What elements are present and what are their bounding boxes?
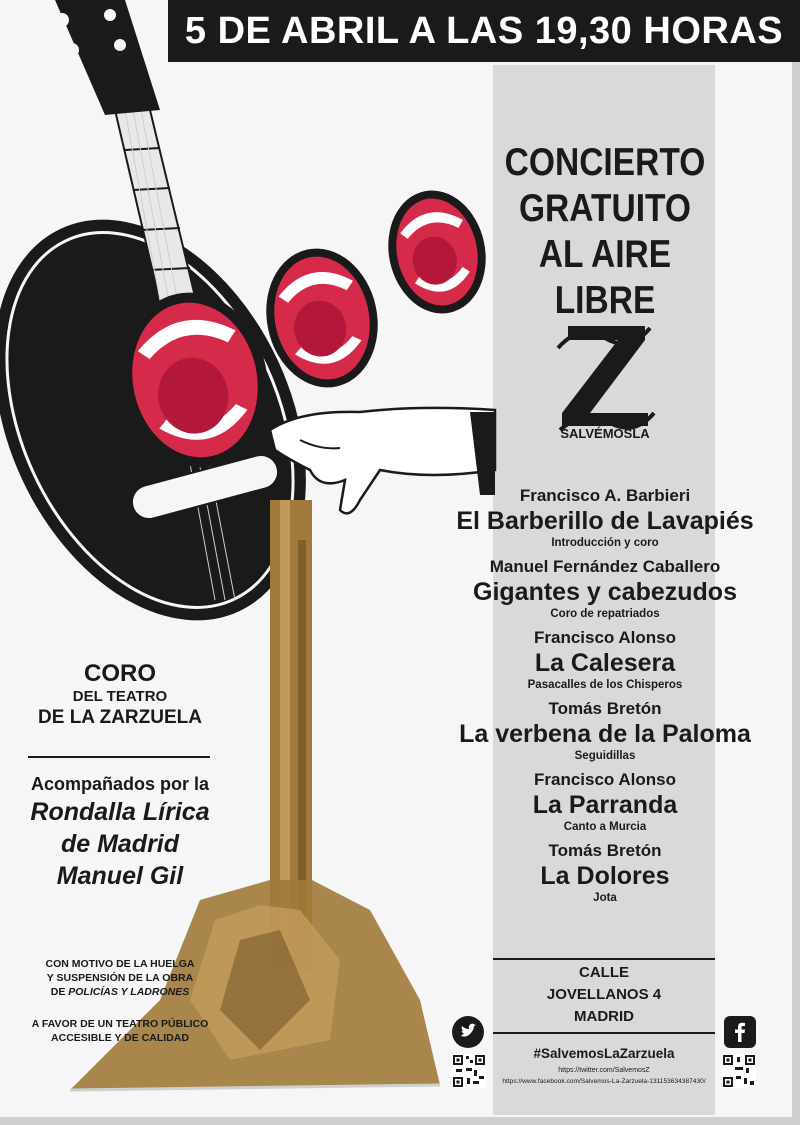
venue-address <box>493 962 715 1028</box>
address-bottom-rule <box>493 1032 715 1034</box>
composer-name: Tomás Bretón <box>548 699 662 718</box>
program-list <box>440 486 770 912</box>
qr-code-icon <box>452 1054 486 1088</box>
work-title: La Calesera <box>534 649 676 677</box>
headline-line-1: CONCIERTO <box>504 141 706 184</box>
note-line-2: Y SUSPENSIÓN DE LA OBRA <box>46 972 194 984</box>
address-line-2: JOVELLANOS 4 <box>546 986 662 1003</box>
work-description: Canto a Murcia <box>563 821 647 833</box>
note-line-3-title: POLICÍAS Y LADRONES <box>68 986 190 998</box>
choir-line-2: DEL TEATRO <box>72 688 168 705</box>
composer-name: Francisco Alonso <box>533 770 676 789</box>
work-title: El Barberillo de Lavapiés <box>456 507 754 535</box>
note-line-1: CON MOTIVO DE LA HUELGA <box>45 958 195 970</box>
facebook-f-icon[interactable] <box>724 1016 756 1048</box>
work-description: Coro de repatriados <box>550 608 660 620</box>
program-item <box>440 841 770 905</box>
note-line-4: A FAVOR DE UN TEATRO PÚBLICO <box>31 1018 209 1030</box>
twitter-bird-icon[interactable] <box>452 1016 484 1048</box>
facebook-link[interactable]: https://www.facebook.com/Salvemos-La-Zarzuela-131153634387430/ <box>502 1078 706 1085</box>
event-notes <box>20 957 220 1045</box>
work-description: Pasacalles de los Chisperos <box>527 679 683 691</box>
qr-code-icon <box>722 1054 756 1088</box>
headline-line-3: AL AIRE LIBRE <box>538 233 672 322</box>
program-item <box>440 486 770 550</box>
work-title: La verbena de la Paloma <box>459 720 751 748</box>
program-item <box>440 557 770 621</box>
concert-headline <box>489 140 721 324</box>
address-top-rule <box>493 958 715 960</box>
composer-name: Francisco A. Barbieri <box>519 486 691 505</box>
salvemosla-logo <box>550 318 660 443</box>
accompaniment-line-3: Manuel Gil <box>56 862 184 890</box>
work-title: Gigantes y cabezudos <box>473 578 737 606</box>
program-item <box>440 628 770 692</box>
accompaniment-intro: Acompañados por la <box>30 774 210 794</box>
headline-line-2: GRATUITO <box>518 187 692 230</box>
twitter-link[interactable]: https://twitter.com/SalvemosZ <box>558 1067 650 1074</box>
work-description: Seguidillas <box>574 750 636 762</box>
accompaniment-line-1: Rondalla Lírica <box>30 798 210 826</box>
date-banner-text: 5 DE ABRIL A LAS 19,30 HORAS <box>184 10 784 52</box>
choir-line-1: CORO <box>84 660 156 687</box>
address-line-3: MADRID <box>574 1008 634 1025</box>
work-description: Introducción y coro <box>551 537 659 549</box>
composer-name: Manuel Fernández Caballero <box>489 557 721 576</box>
note-line-3-prefix: DE <box>50 986 69 998</box>
hashtag[interactable]: #SalvemosLaZarzuela <box>533 1046 675 1061</box>
composer-name: Tomás Bretón <box>548 841 662 860</box>
program-item <box>440 770 770 834</box>
work-description: Jota <box>593 892 617 904</box>
work-title: La Parranda <box>532 791 678 819</box>
accompaniment-credit <box>10 772 230 892</box>
composer-name: Francisco Alonso <box>533 628 676 647</box>
logo-caption: SALVÉMOSLA <box>560 426 650 441</box>
address-line-1: CALLE <box>579 964 629 981</box>
choir-credit <box>20 660 220 730</box>
program-item <box>440 699 770 763</box>
work-title: La Dolores <box>540 862 670 890</box>
accompaniment-line-2: de Madrid <box>60 830 180 858</box>
note-line-5: ACCESIBLE Y DE CALIDAD <box>51 1032 189 1044</box>
note-line-3 <box>20 985 220 999</box>
choir-line-3: DE LA ZARZUELA <box>38 707 202 728</box>
